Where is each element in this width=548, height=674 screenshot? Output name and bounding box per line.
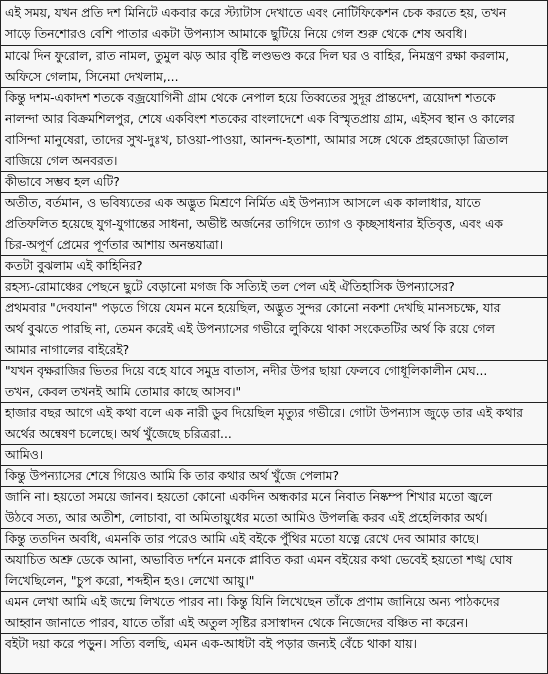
paragraph-3: কিন্তু দশম-একাদশ শতকে বজ্রযোগিনী গ্রাম থেকে নেপাল হয়ে তিব্বতের সুদূর প্রান্তদেশ, ত্রয়োদশ শতকে নালন্দা আর বিক্রমশিলপুর, শেষে একবিংশ শতকের বাংলাদেশে এক বিস্মৃতপ্রায় গ্রাম, এইসব স্থান ও কালের বাসিন্দা মানুষেরা, তাদের সুখ-দুঃখ, চাওয়া-পাওয়া, আনন্দ-হতাশা, আমার সঙ্গে থেকে প্রহরজোড়া ত্রিতাল বাজিয়ে গেল অনবরত। bbox=[1, 87, 547, 171]
paragraph-6: কতটা বুঝলাম এই কাহিনির? bbox=[1, 255, 547, 276]
paragraph-2: মাঝে দিন ফুরোল, রাত নামল, তুমুল ঝড় আর বৃষ্টি লণ্ডভণ্ড করে দিল ঘর ও বাহির, নিমন্ত্রণ রক্ষা করলাম, অফিসে গেলাম, সিনেমা দেখলাম,... bbox=[1, 45, 547, 87]
paragraph-16: এমন লেখা আমি এই জন্মে লিখতে পারব না। কিন্তু যিনি লিখেছেন তাঁকে প্রণাম জানিয়ে অন্য পাঠকদের আহ্বান জানাতে পারব, যাতে তাঁরা এই অতুল সৃষ্টির রসাস্বাদন থেকে নিজেদের বঞ্চিত না করেন। bbox=[1, 591, 547, 633]
paragraph-10: হাজার বছর আগে এই কথা বলে এক নারী ডুব দিয়েছিল মৃত্যুর গভীরে। গোটা উপন্যাস জুড়ে তার এই কথার অর্থের অন্বেষণ চলেছে। অর্থ খুঁজেছে চরিত্ররা... bbox=[1, 402, 547, 444]
quote-paragraph: "যখন বৃক্ষরাজির ভিতর দিয়ে বহে যাবে সমুদ্র বাতাস, নদীর উপর ছায়া ফেলবে গোধূলিকালীন মেঘ... তখন, কেবল তখনই আমি তোমার কাছে আসব।" bbox=[1, 360, 547, 402]
paragraph-13: জানি না। হয়তো সময়ে জানব। হয়তো কোনো একদিন অন্ধকার মনে নিবাত নিষ্কম্প শিখার মতো জ্বলে উঠবে সত্য, আর অতীশ, লোচাবা, বা অমিতায়ুধের মতো আমিও উপলব্ধি করব এই প্রহেলিকার অর্থ। bbox=[1, 486, 547, 528]
paragraph-5: অতীত, বর্তমান, ও ভবিষ্যতের এক অদ্ভুত মিশ্রণে নির্মিত এই উপন্যাস আসলে এক কালাধার, যাতে প্রতিফলিত হয়েছে যুগ-যুগান্তের সাধনা, অভীষ্ট অর্জনের তাগিদে ত্যাগ ও কৃচ্ছসাধনার ইতিবৃত্ত, এবং এক চির-অপূর্ণ প্রেমের পূর্ণতার আশায় অনন্তযাত্রা। bbox=[1, 192, 547, 255]
paragraph-12: কিন্তু উপন্যাসের শেষে গিয়েও আমি কি তার কথার অর্থ খুঁজে পেলাম? bbox=[1, 465, 547, 486]
paragraph-7: রহস্য-রোমাঞ্চের পেছনে ছুটে বেড়ানো মগজ কি সত্যিই তল পেল এই ঐতিহাসিক উপন্যাসের? bbox=[1, 276, 547, 297]
paragraph-11: আমিও। bbox=[1, 444, 547, 465]
paragraph-4: কীভাবে সম্ভব হল এটি? bbox=[1, 171, 547, 192]
paragraph-1: এই সময়, যখন প্রতি দশ মিনিটে একবার করে স্ট্যাটাস দেখাতে এবং নোটিফিকেশন চেক করতে হয়, তখন সাড়ে তিনশোরও বেশি পাতার একটা উপন্যাস আমাকে ছুটিয়ে নিয়ে গেল শুরু থেকে শেষ অবধি। bbox=[5, 6, 507, 41]
paragraph-14: কিন্তু ততদিন অবধি, এমনকি তার পরেও আমি এই বইকে পুঁথির মতো যত্নে রেখে দেব আমার কাছে। bbox=[1, 528, 547, 549]
paragraph-8: প্রথমবার "দেবযান" পড়তে গিয়ে যেমন মনে হয়েছিল, অদ্ভুত সুন্দর কোনো নকশা দেখছি মানসচক্ষে, যার অর্থ বুঝতে পারছি না, তেমন করেই এই উপন্যাসের গভীরে লুকিয়ে থাকা সংকেতটির অর্থ কি রয়ে গেল আমার নাগালের বাইরেই? bbox=[1, 297, 547, 360]
paragraph-15: অযাচিত অশ্রু ডেকে আনা, অভাবিত দর্শনে মনকে প্লাবিত করা এমন বইয়ের কথা ভেবেই হয়তো শঙ্খ ঘোষ লিখেছিলেন, "চুপ করো, শব্দহীন হও। লেখো আয়ু।" bbox=[1, 549, 547, 591]
paragraph-17: বইটা দয়া করে পড়ুন। সত্যি বলছি, এমন এক-আধটা বই পড়ার জন্যই বেঁচে থাকা যায়। bbox=[1, 633, 547, 673]
